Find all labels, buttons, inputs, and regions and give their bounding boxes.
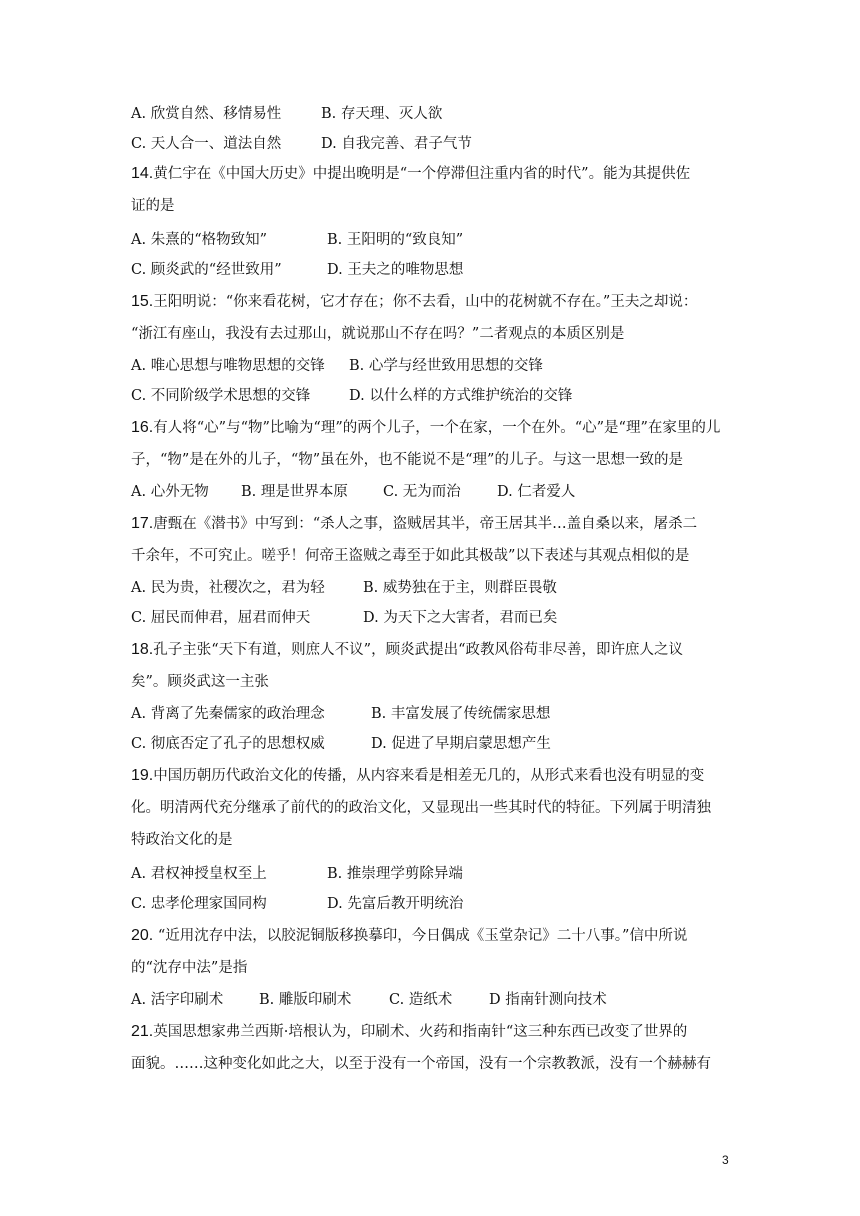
answer-option: D. 先富后教开明统治 — [327, 896, 464, 912]
question-text-line — [131, 450, 683, 470]
question-text: 化。明清两代充分继承了前代的的政治文化，又显现出一些其时代的特征。下列属于明清独 — [131, 800, 711, 816]
question-text: 中国历朝历代政治文化的传播，从内容来看是相差无几的，从形式来看也没有明显的变 — [153, 768, 705, 784]
question-number: 14. — [131, 165, 154, 182]
answer-option: B. 理是世界本原 — [241, 484, 348, 500]
question-text: 特政治文化的是 — [131, 832, 233, 848]
question-text: 孔子主张“天下有道，则庶人不议”，顾炎武提出“政教风俗苟非尽善，即许庶人之议 — [153, 642, 683, 658]
answer-option: A. 唯心思想与唯物思想的交锋 — [131, 358, 325, 374]
answer-options-row — [131, 134, 472, 154]
question-number: 15. — [131, 293, 154, 310]
answer-option: B. 心学与经世致用思想的交锋 — [349, 358, 543, 374]
answer-option: B. 丰富发展了传统儒家思想 — [371, 706, 551, 722]
question-text: 矣”。顾炎武这一主张 — [131, 674, 269, 690]
answer-option: C. 造纸术 — [389, 992, 453, 1008]
answer-option: C. 顾炎武的“经世致用” — [131, 262, 282, 278]
answer-option: D. 以什么样的方式维护统治的交锋 — [349, 388, 573, 404]
question-text-line — [131, 324, 624, 344]
question-text: 证的是 — [131, 198, 175, 214]
question-text: 黄仁宇在《中国大历史》中提出晚明是“一个停滞但注重内省的时代”。能为其提供佐 — [153, 166, 691, 182]
answer-options-row — [131, 356, 543, 376]
answer-option: B. 存天理、灭人欲 — [321, 106, 443, 122]
question-text: 千余年，不可究止。嗟乎！何帝王盗贼之毒至于如此其极哉”以下表述与其观点相似的是 — [131, 548, 690, 564]
answer-options-row — [131, 864, 463, 884]
answer-options-row — [131, 386, 572, 406]
question-number: 17. — [131, 515, 154, 532]
question-stem — [131, 766, 704, 786]
answer-option: D. 为天下之大害者，君而已矣 — [363, 610, 558, 626]
answer-options-row — [131, 734, 551, 754]
question-text-line — [131, 546, 689, 566]
answer-options-row — [131, 608, 557, 628]
question-text: “浙江有座山，我没有去过那山，就说那山不存在吗？”二者观点的本质区别是 — [131, 326, 625, 342]
question-number: 20. — [131, 927, 154, 944]
question-text: 有人将“心”与“物”比喻为“理”的两个儿子，一个在家，一个在外。“心”是“理”在家里的儿 — [153, 420, 721, 436]
question-text: 面貌。……这种变化如此之大，以至于没有一个帝国，没有一个宗教教派，没有一个赫赫有 — [131, 1056, 711, 1072]
answer-option: B. 推崇理学剪除异端 — [327, 866, 463, 882]
answer-option: A. 朱熹的“格物致知” — [131, 232, 268, 248]
answer-option: A. 君权神授皇权至上 — [131, 866, 267, 882]
answer-option: B. 王阳明的“致良知” — [327, 232, 464, 248]
answer-option: A. 欣赏自然、移情易性 — [131, 106, 282, 122]
answer-option: C. 忠孝伦理家国同构 — [131, 896, 267, 912]
answer-option: C. 不同阶级学术思想的交锋 — [131, 388, 311, 404]
question-stem — [131, 292, 697, 312]
question-stem — [131, 640, 683, 660]
question-text-line — [131, 958, 247, 978]
question-number: 16. — [131, 419, 154, 436]
question-number: 18. — [131, 641, 154, 658]
answer-options-row — [131, 260, 463, 280]
answer-options-row — [131, 578, 557, 598]
answer-option: A. 民为贵，社稷次之，君为轻 — [131, 580, 325, 596]
answer-option: C. 屈民而伸君，屈君而伸天 — [131, 610, 311, 626]
question-text: 英国思想家弗兰西斯·培根认为，印刷术、火药和指南针“这三种东西已改变了世界的 — [153, 1024, 688, 1040]
answer-options-row — [131, 894, 463, 914]
question-text: “近用沈存中法，以胶泥铜版移换摹印，今日偶成《玉堂杂记》二十八事。”信中所说 — [153, 928, 688, 944]
answer-option: A. 活字印刷术 — [131, 992, 224, 1008]
question-stem — [131, 514, 697, 534]
answer-option: D. 仁者爱人 — [497, 484, 576, 500]
question-number: 19. — [131, 767, 154, 784]
question-stem — [131, 164, 690, 184]
answer-option: D. 王夫之的唯物思想 — [327, 262, 464, 278]
answer-option: C. 彻底否定了孔子的思想权威 — [131, 736, 325, 752]
question-text: 王阳明说：“你来看花树，它才存在；你不去看，山中的花树就不存在。”王夫之却说： — [153, 294, 698, 310]
question-number: 21. — [131, 1023, 154, 1040]
question-text-line — [131, 798, 711, 818]
answer-option: C. 无为而治 — [383, 484, 461, 500]
question-text-line — [131, 830, 233, 850]
question-text: 的“沈存中法”是指 — [131, 960, 248, 976]
question-stem — [131, 418, 720, 438]
answer-option: D. 自我完善、君子气节 — [321, 136, 472, 152]
question-text-line — [131, 672, 269, 692]
answer-option: C. 天人合一、道法自然 — [131, 136, 282, 152]
answer-options-row — [131, 482, 575, 502]
question-stem — [131, 1022, 687, 1042]
answer-options-row — [131, 104, 442, 124]
question-text-line — [131, 196, 175, 216]
answer-option: B. 威势独在于主，则群臣畏敬 — [363, 580, 557, 596]
answer-options-row — [131, 704, 550, 724]
question-text: 唐甄在《潜书》中写到：“杀人之事，盗贼居其半，帝王居其半…盖自桑以来，屠杀二 — [153, 516, 698, 532]
question-text: 子，“物”是在外的儿子，“物”虽在外，也不能说不是“理”的儿子。与这一思想一致的是 — [131, 452, 683, 468]
answer-option: A. 背离了先秦儒家的政治理念 — [131, 706, 325, 722]
answer-options-row — [131, 230, 463, 250]
answer-options-row — [131, 990, 607, 1010]
question-text-line — [131, 1054, 711, 1074]
answer-option: B. 雕版印刷术 — [259, 992, 352, 1008]
page-number: 3 — [722, 1153, 729, 1167]
answer-option: D 指南针测向技术 — [489, 992, 607, 1008]
question-stem — [131, 926, 687, 946]
answer-option: D. 促进了早期启蒙思想产生 — [371, 736, 551, 752]
answer-option: A. 心外无物 — [131, 484, 209, 500]
